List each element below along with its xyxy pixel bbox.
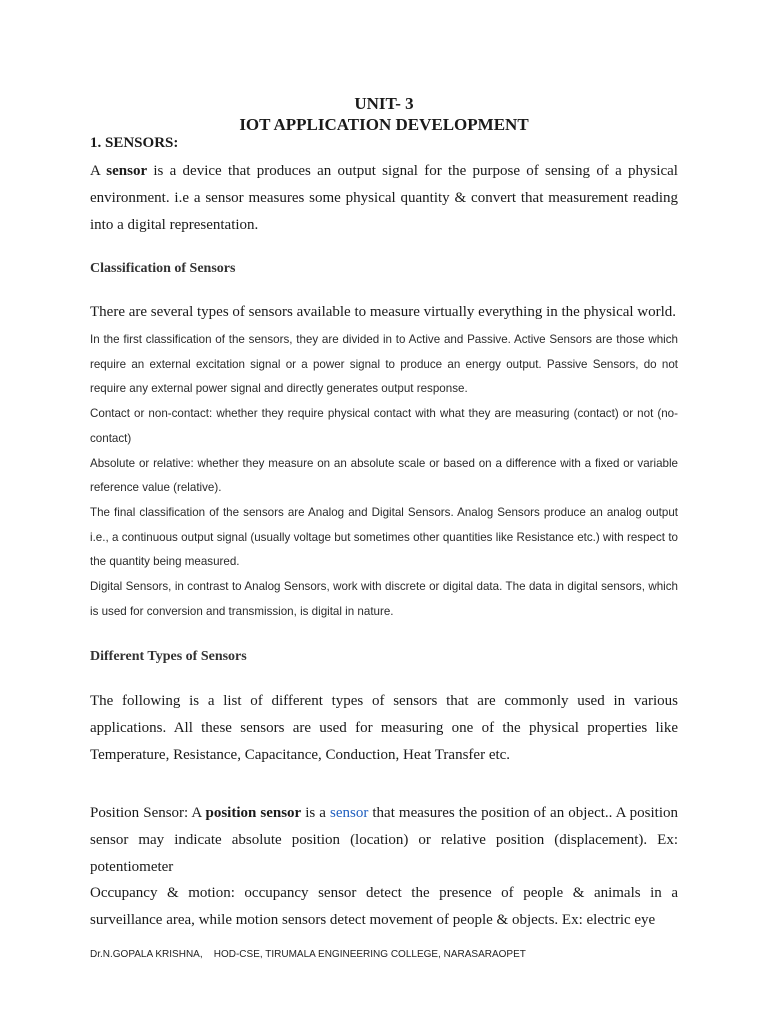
classification-details [90,328,678,624]
section-heading-sensors: 1. SENSORS: [90,135,179,151]
paragraph-digital: Digital Sensors, in contrast to Analog Sensors, work with discrete or digital data. The data in digital sensors, which is used for conversion and transmission, is digital in nature. [90,580,678,618]
position-bold-term: position sensor [205,805,302,821]
intro-bold-term: sensor [106,163,148,179]
paragraph-active-passive: In the first classification of the sensors, they are divided in to Active and Passive. Active Sensors are those which require an external excitation signal or a power signal to produce an energy output. Passive Sensors, do not require any external power signal and directly generates output response. [90,333,678,396]
position-label: Position Sensor: A [90,805,206,821]
paragraph-contact: Contact or non-contact: whether they require physical contact with what they are measuring (contact) or not (no- contact) [90,407,678,445]
sensor-link[interactable]: sensor [330,805,369,821]
paragraph-analog-digital: The final classification of the sensors are Analog and Digital Sensors. Analog Sensors produce an analog output i.e., a continuous output signal (usually voltage but sometimes other quantities like Resistance etc.) with respect to the quantity being measured. [90,505,678,569]
intro-post: is a device that produces an output signal for the purpose of sensing of a physical environment. i.e a sensor measures some physical quantity & convert that measurement reading into a digital representation. [90,163,678,233]
classification-lead: There are several types of sensors available to measure virtually everything in the physical world. [90,304,677,320]
page-title: IOT APPLICATION DEVELOPMENT [239,115,529,134]
heading-classification: Classification of Sensors [90,261,236,276]
intro-pre: A [90,163,107,179]
footer-author: Dr.N.GOPALA KRISHNA, [90,949,203,960]
paragraph-absolute: Absolute or relative: whether they measure on an absolute scale or based on a difference with a fixed or variable reference value (relative). [90,456,678,495]
types-intro-paragraph: The following is a list of different types of sensors that are commonly used in various applications. All these sensors are used for measuring one of the physical properties like Temperature, Resistance, Capacitance, Conduction, Heat Transfer etc. [90,693,678,763]
unit-label: UNIT- 3 [354,94,414,113]
page-footer [90,949,526,960]
position-mid: is a [301,805,331,821]
sensor-definition-paragraph [90,158,678,239]
position-sensor-paragraph [90,800,678,881]
position-rest: that measures the position of an object.. A position sensor may indicate absolute position (location) or relative position (displacement). Ex: potentiometer [90,805,679,875]
footer-affiliation: HOD-CSE, TIRUMALA ENGINEERING COLLEGE, NARASARAOPET [213,949,526,960]
heading-different-types: Different Types of Sensors [90,649,247,664]
occupancy-motion-paragraph: Occupancy & motion: occupancy sensor detect the presence of people & animals in a surveillance area, while motion sensors detect movement of people & objects. Ex: electric eye [90,885,678,928]
